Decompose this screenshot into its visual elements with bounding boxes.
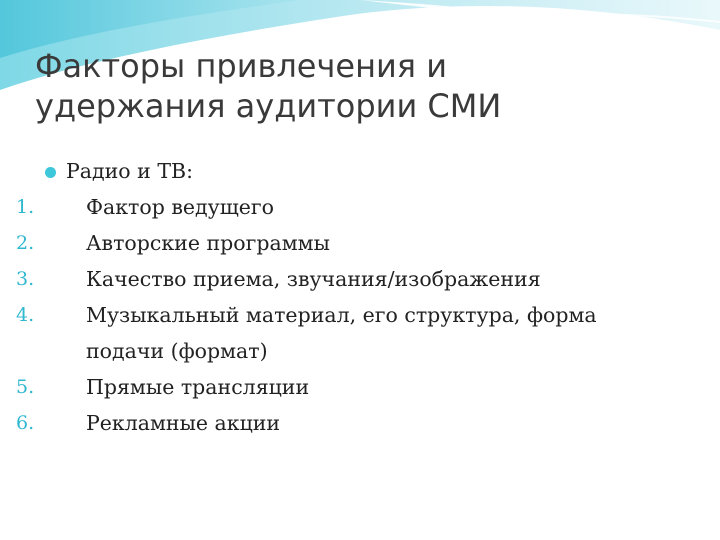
bullet-dot-icon: [45, 167, 56, 178]
list-item-number: 3.: [16, 268, 35, 290]
list-item-number: 5.: [16, 376, 35, 398]
slide-title: [35, 46, 695, 126]
list-item-text: Фактор ведущего: [86, 195, 275, 219]
bullet-heading: [0, 153, 720, 189]
title-line-2: удержания аудитории СМИ: [35, 87, 502, 125]
list-item-text: Рекламные акции: [86, 411, 281, 435]
title-line-1: Факторы привлечения и: [35, 47, 448, 85]
list-item-number: 6.: [16, 412, 35, 434]
list-item-number: 4.: [16, 304, 35, 326]
list-item: [0, 369, 720, 405]
bullet-heading-text: Радио и ТВ:: [66, 159, 193, 183]
list-item-text: Авторские программы: [86, 231, 330, 255]
list-item-number: 2.: [16, 232, 35, 254]
list-item: [0, 225, 720, 261]
list-item: [0, 297, 720, 369]
list-item-text: Музыкальный материал, его структура, форма подачи (формат): [86, 303, 597, 363]
list-item: [0, 405, 720, 441]
slide-content: [0, 153, 720, 441]
list-item: [0, 189, 720, 225]
list-item-text: Качество приема, звучания/изображения: [86, 267, 541, 291]
list-item: [0, 261, 720, 297]
list-item-text: Прямые трансляции: [86, 375, 310, 399]
list-item-number: 1.: [16, 196, 35, 218]
